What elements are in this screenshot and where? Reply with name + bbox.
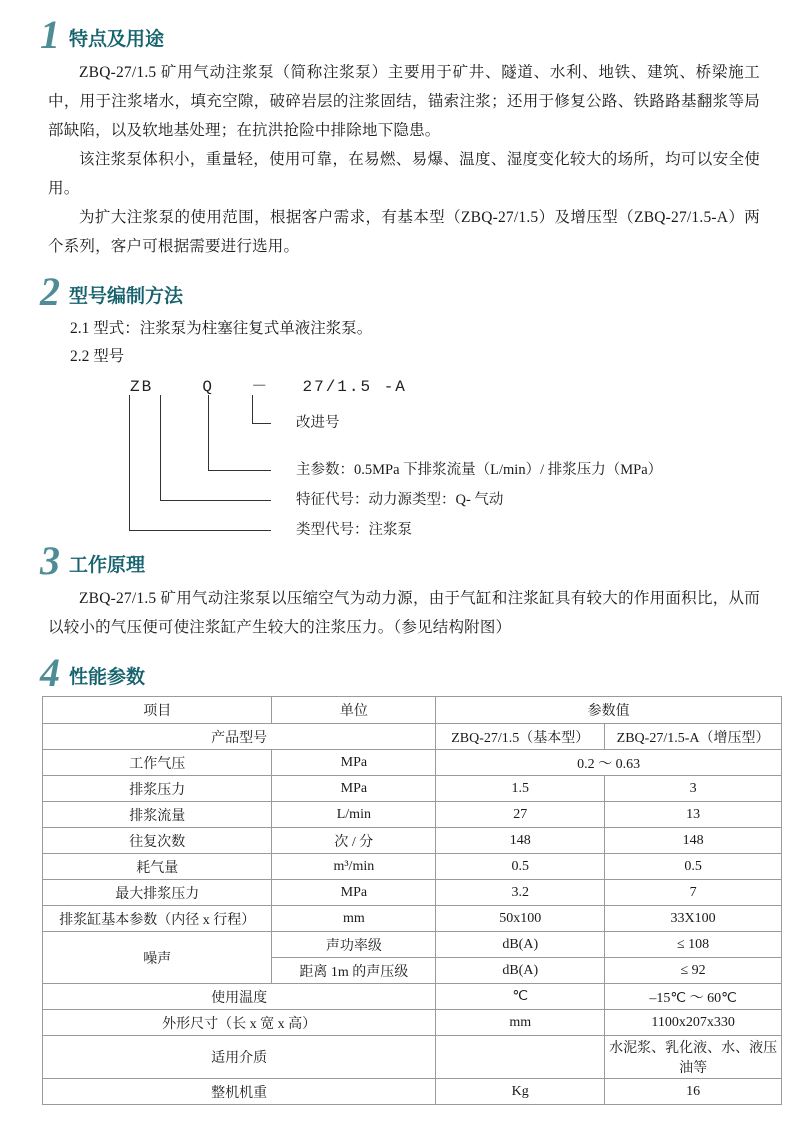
section-number: 4 [40,650,59,695]
section-title: 性能参数 [69,667,146,688]
cell-unit: L/min [272,802,436,828]
paragraph: 该注浆泵体积小，重量轻，使用可靠，在易燃、易爆、温度、湿度变化较大的场所，均可以安全使用。 [48,151,760,197]
cell-unit: mm [272,906,436,932]
leader-label-type-code: 类型代号：注浆泵 [296,522,412,538]
cell-unit: 次 / 分 [272,828,436,854]
cell-item: 耗气量 [43,854,272,880]
cell-unit: MPa [272,776,436,802]
cell-value-basic: 50x100 [436,906,605,932]
cell-unit: mm [436,1010,605,1036]
table-row-noise [43,932,782,958]
header-unit: 单位 [272,697,436,724]
section-number: 1 [40,12,59,57]
cell-value-boost: ZBQ-27/1.5-A（增压型） [605,724,782,750]
cell-unit: Kg [436,1079,605,1105]
table-row [43,880,782,906]
table-row [43,750,782,776]
specification-table [42,696,782,1105]
cell-value-span: 水泥浆、乳化液、水、液压油等 [605,1036,782,1079]
cell-value-basic: 148 [436,828,605,854]
cell-value-boost: 33X100 [605,906,782,932]
cell-noise-sub: 声功率级 [272,932,436,958]
section-title: 特点及用途 [69,29,165,50]
table-row [43,1010,782,1036]
cell-value-boost: 13 [605,802,782,828]
section-body-3 [48,584,760,642]
cell-unit: MPa [272,750,436,776]
section-body-1 [48,58,760,261]
section-number: 3 [40,538,59,583]
cell-value-basic: 0.5 [436,854,605,880]
cell-noise-sub: 距离 1m 的声压级 [272,958,436,984]
leader-label-improvement: 改进号 [296,415,340,431]
cell-item: 最大排浆压力 [43,880,272,906]
cell-value-boost: 7 [605,880,782,906]
cell-item: 使用温度 [43,984,436,1010]
section-number: 2 [40,269,59,314]
table-row [43,984,782,1010]
model-code [130,373,407,396]
table-row [43,854,782,880]
item-type: 2.1 型式：注浆泵为柱塞往复式单液注浆泵。 [70,320,373,337]
cell-item: 排浆流量 [43,802,272,828]
table-row [43,776,782,802]
cell-item: 工作气压 [43,750,272,776]
cell-item: 排浆压力 [43,776,272,802]
cell-unit: dB(A) [436,932,605,958]
cell-value-basic: 27 [436,802,605,828]
paragraph: 为扩大注浆泵的使用范围，根据客户需求，有基本型（ZBQ-27/1.5）及增压型（ZBQ-27/1.5-A）两个系列，客户可根据需要进行选用。 [48,209,760,255]
cell-item: 适用介质 [43,1036,436,1079]
table-row [43,1079,782,1105]
model-code-part: － [251,378,270,396]
table-row [43,906,782,932]
item-model: 2.2 型号 [70,348,125,365]
table-row [43,724,782,750]
model-naming-diagram [34,373,772,558]
cell-value-span: ≤ 108 [605,932,782,958]
cell-item: 排浆缸基本参数（内径 x 行程） [43,906,272,932]
header-item: 项目 [43,697,272,724]
paragraph: ZBQ-27/1.5 矿用气动注浆泵（简称注浆泵）主要用于矿井、隧道、水利、地铁、建筑、桥梁施工中，用于注浆堵水，填充空隙，破碎岩层的注浆固结，锚索注浆；还用于修复公路、铁路路基翻浆等局部缺陷，以及软地基处理；在抗洪抢险中排除地下隐患。 [48,64,760,139]
table-row [43,1036,782,1079]
cell-value-boost: 0.5 [605,854,782,880]
paragraph: ZBQ-27/1.5 矿用气动注浆泵以压缩空气为动力源，由于气缸和注浆缸具有较大的作用面积比，从而以较小的气压便可使注浆缸产生较大的注浆压力。（参见结构附图） [48,590,760,636]
cell-item: 产品型号 [43,724,436,750]
cell-unit: dB(A) [436,958,605,984]
cell-value-boost: 3 [605,776,782,802]
cell-value-basic: 1.5 [436,776,605,802]
cell-unit [436,1036,605,1079]
leader-label-main-parameter: 主参数：0.5MPa 下排浆流量（L/min）/ 排浆压力（MPa） [296,462,663,478]
cell-value-basic: ZBQ-27/1.5（基本型） [436,724,605,750]
model-code-part: Q [202,378,215,396]
cell-value-span: 1100x207x330 [605,1010,782,1036]
leader-line-4 [129,395,271,531]
header-values: 参数值 [436,697,782,724]
table-row [43,802,782,828]
model-code-part: -A [383,378,407,396]
section-title: 型号编制方法 [69,286,184,307]
leader-label-feature-code: 特征代号：动力源类型：Q- 气动 [296,492,504,508]
section-heading-1 [40,12,772,57]
section-title: 工作原理 [69,555,146,576]
cell-value-boost: 148 [605,828,782,854]
cell-unit: ℃ [436,984,605,1010]
model-code-part: ZB [130,378,154,396]
cell-item: 外形尺寸（长 x 宽 x 高） [43,1010,436,1036]
cell-unit: MPa [272,880,436,906]
cell-item: 往复次数 [43,828,272,854]
table-header-row [43,697,782,724]
cell-value-span: –15℃ ～ 60℃ [605,984,782,1010]
cell-value-span: 16 [605,1079,782,1105]
cell-value-span: 0.2 ～ 0.63 [436,750,782,776]
cell-noise-label: 噪声 [43,932,272,984]
section-heading-4 [40,650,772,695]
cell-item: 整机机重 [43,1079,436,1105]
table-row [43,828,782,854]
model-code-part: 27/1.5 [302,378,373,396]
cell-value-basic: 3.2 [436,880,605,906]
cell-unit: m³/min [272,854,436,880]
section-body-2 [34,315,772,558]
section-heading-2 [40,269,772,314]
cell-value-span: ≤ 92 [605,958,782,984]
